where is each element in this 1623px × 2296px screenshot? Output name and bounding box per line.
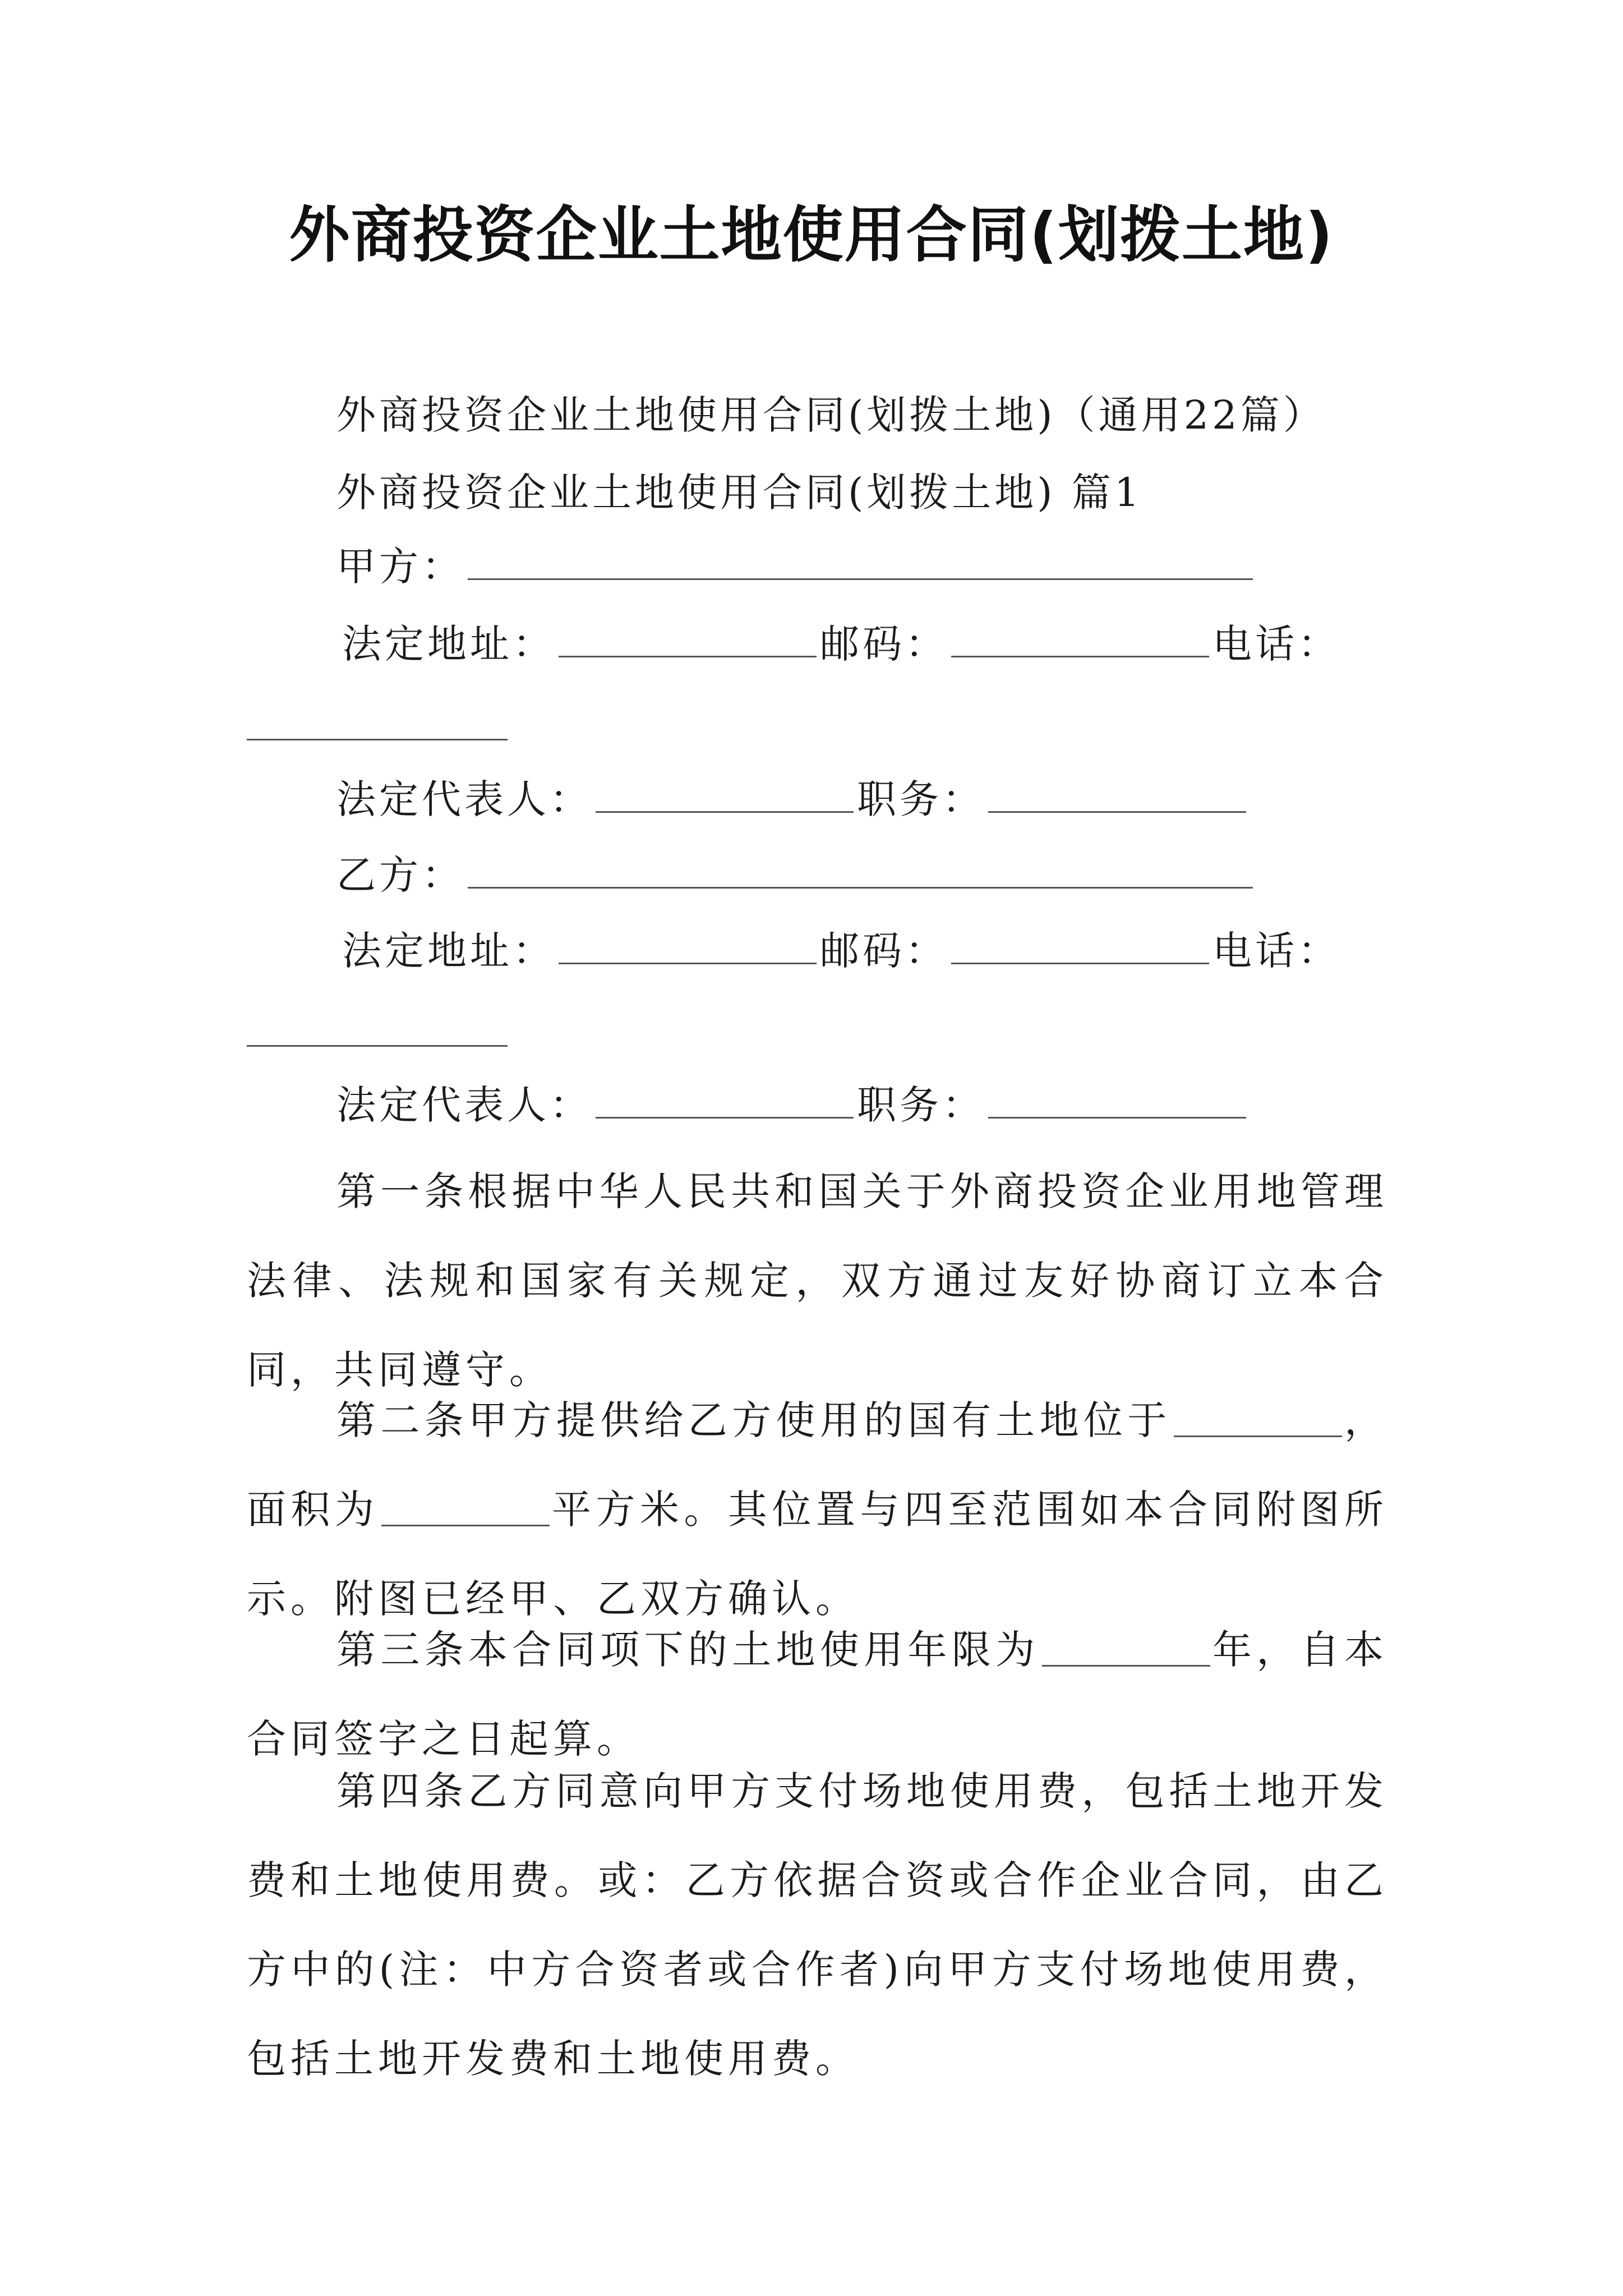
party-a-rep-blank[interactable]: [596, 776, 854, 813]
article-1: 第一条根据中华人民共和国关于外商投资企业用地管理法律、法规和国家有关规定，双方通过友好协商订立本合同，共同遵守。: [247, 1168, 1388, 1393]
party-b-position-label: 职务：: [857, 1082, 985, 1128]
party-b-position-blank[interactable]: [988, 1082, 1246, 1119]
party-b-label: 乙方：: [336, 852, 464, 898]
party-a-address-label: 法定地址：: [342, 621, 555, 667]
party-a-rep-label: 法定代表人：: [336, 776, 592, 822]
party-a-address-line: [342, 616, 1340, 672]
party-a-address-blank[interactable]: [559, 621, 817, 657]
land-area-blank[interactable]: [381, 1492, 550, 1526]
party-a-name-blank[interactable]: [468, 544, 1253, 580]
party-b-phone-blank[interactable]: [247, 1045, 508, 1047]
party-b-postcode-label: 邮码：: [820, 928, 948, 974]
article-2-part-3: 平方米。其位置与四至范围如本合同附图所示。附图已经甲、乙双方确认。: [247, 1487, 1388, 1622]
party-b-line: [336, 847, 1256, 903]
party-a-postcode-label: 邮码：: [820, 621, 948, 667]
article-2: [247, 1376, 1388, 1644]
party-a-label: 甲方：: [336, 544, 464, 590]
party-b-address-blank[interactable]: [559, 928, 817, 964]
party-b-name-blank[interactable]: [468, 852, 1253, 889]
party-a-phone-label: 电话：: [1212, 621, 1340, 667]
article-2-part-1: 第二条甲方提供给乙方使用的国有土地位于: [336, 1397, 1172, 1443]
party-a-line: [336, 539, 1256, 595]
party-b-address-line: [342, 923, 1340, 979]
land-location-blank[interactable]: [1174, 1403, 1342, 1437]
party-a-postcode-blank[interactable]: [951, 621, 1209, 657]
party-b-phone-label: 电话：: [1212, 928, 1340, 974]
party-a-rep-line: [336, 771, 1249, 827]
party-b-rep-label: 法定代表人：: [336, 1082, 592, 1128]
party-b-rep-blank[interactable]: [596, 1082, 854, 1119]
party-a-position-label: 职务：: [857, 776, 985, 822]
document-subtitle: 外商投资企业土地使用合同(划拨土地)（通用22篇）: [336, 392, 1326, 438]
party-b-rep-line: [336, 1077, 1249, 1133]
party-b-postcode-blank[interactable]: [951, 928, 1209, 964]
article-3-part-1: 第三条本合同项下的土地使用年限为: [336, 1627, 1040, 1673]
article-2-part-2: ，面积为: [247, 1397, 1389, 1533]
party-b-address-label: 法定地址：: [342, 928, 555, 974]
article-4: 第四条乙方同意向甲方支付场地使用费，包括土地开发费和土地使用费。或：乙方依据合资或合作企业合同，由乙方中的(注：中方合资者或合作者)向甲方支付场地使用费，包括土地开发费和土地使用费。: [247, 1768, 1388, 2082]
article-3-part-2: 年，自本合同签字之日起算。: [247, 1627, 1389, 1762]
document-title: 外商投资企业土地使用合同(划拨土地): [289, 200, 1334, 270]
party-a-phone-blank[interactable]: [247, 738, 508, 740]
section-heading: 外商投资企业土地使用合同(划拨土地) 篇1: [336, 470, 1143, 516]
land-term-years-blank[interactable]: [1042, 1632, 1210, 1667]
party-a-position-blank[interactable]: [988, 776, 1246, 813]
